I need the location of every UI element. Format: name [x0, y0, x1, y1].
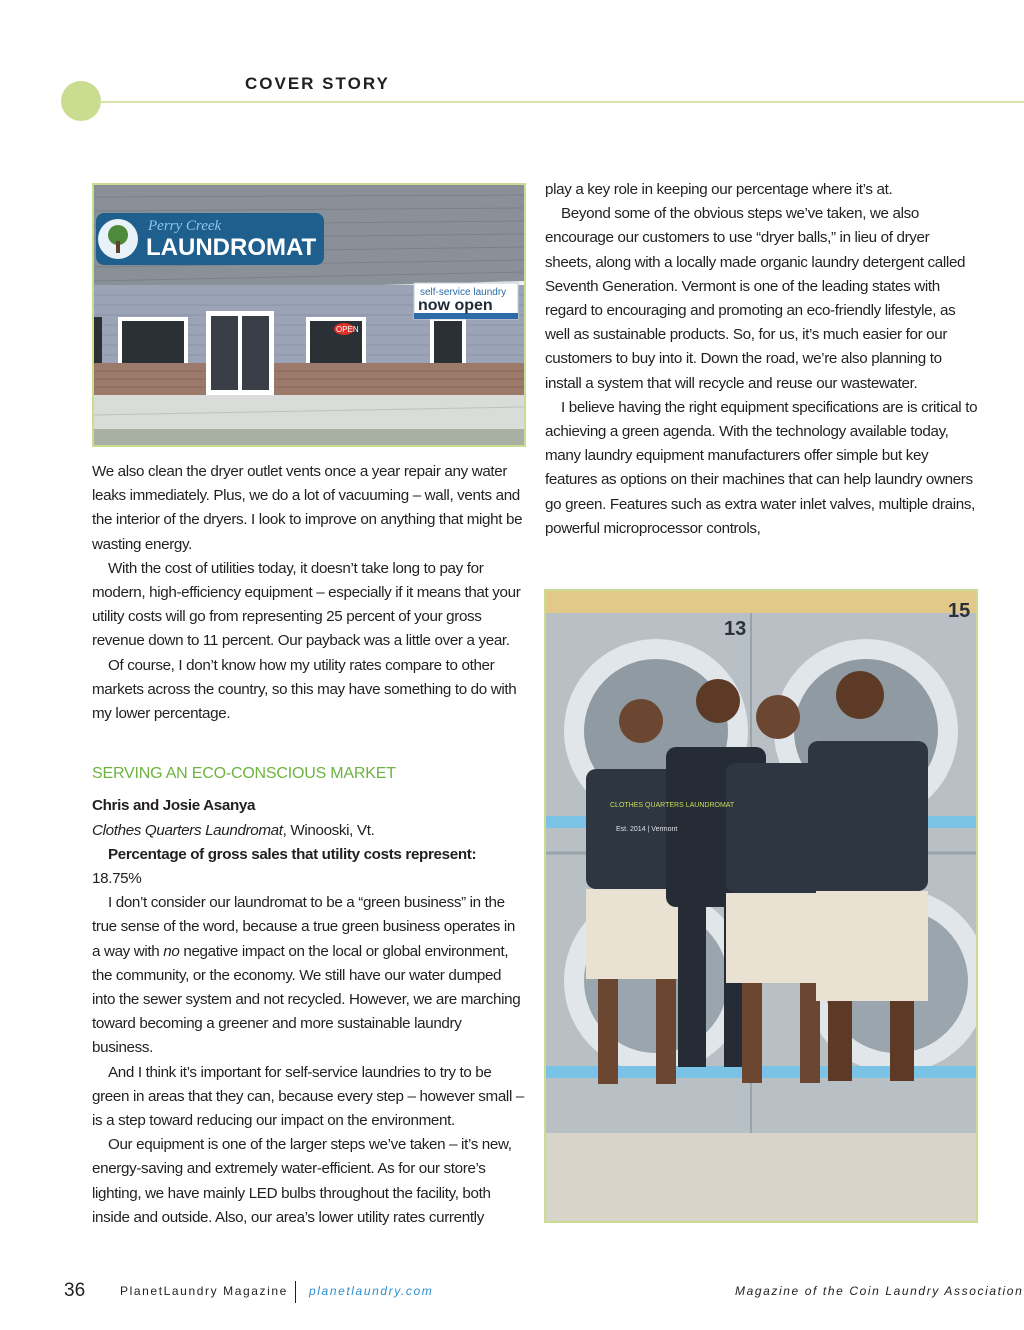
business-line: [92, 819, 526, 843]
paragraph: With the cost of utilities today, it doesn’t take long to pay for modern, high-efficiency equipment – especially if it means that your utility costs will go from representing 25 percent of your gross revenue down to 11 percent. Our payback was a little over a year.: [92, 559, 521, 650]
paragraph: We also clean the dryer outlet vents once a year repair any water leaks immediately. Plus, we do a lot of vacuuming – wall, vents and the interior of the dryers. I look to improve on anything that might be wasting energy.: [92, 463, 523, 553]
profile-names: Chris and Josie Asanya: [92, 797, 256, 815]
shirt-est-text: Est. 2014 | Vermont: [616, 826, 678, 833]
paragraph: I believe having the right equipment specifications are is critical to achieving a green agenda. With the technology available today, many laundry equipment manufacturers offer simple but key features as options on their machines that can help laundry owners go green. Features such as extra water inlet valves, multiple drains, powerful microprocessor controls,: [545, 398, 978, 537]
paragraph-text: I don’t consider our laundromat to be a “green business” in the true sense of the word, because a true green business operates in a way with: [92, 894, 516, 960]
footer-divider: [295, 1281, 296, 1303]
paragraph: play a key role in keeping our percentage where it’s at.: [545, 181, 893, 198]
right-column: [545, 178, 979, 541]
utility-percentage-line: [92, 843, 526, 891]
header-circle-ornament: [61, 81, 101, 121]
section-label: COVER STORY: [245, 74, 390, 93]
business-name: Clothes Quarters Laundromat: [92, 821, 283, 839]
page-number: 36: [64, 1280, 86, 1301]
paragraph: Beyond some of the obvious steps we’ve taken, we also encourage our customers to use “dryer balls,” in lieu of dryer sheets, along with a locally made organic laundry detergent called Seventh Generation. Vermont is one of the leading states with regard to encouraging and promoting an eco-friendly lifestyle, as well as sustainable products. So, for us, it’s much easier for our customers to buy into it. Down the road, we’re also planning to install a system that will recycle and reuse our wastewater.: [545, 205, 966, 392]
magazine-name: PlanetLaundry Magazine: [120, 1284, 288, 1298]
left-column: [92, 460, 526, 1230]
owners-family-photo: [544, 589, 978, 1223]
shirt-text: CLOTHES QUARTERS LAUNDROMAT: [610, 802, 735, 809]
machine-number-13: 13: [724, 618, 747, 640]
header-rule: [100, 101, 1024, 103]
logo-script-text: Perry Creek: [148, 218, 222, 234]
paragraph-emphasis: no: [163, 942, 180, 960]
utility-percentage-value: 18.75%: [92, 870, 142, 888]
business-location: , Winooski, Vt.: [282, 821, 375, 839]
paragraph: [92, 891, 526, 1060]
banner-small-text: self-service laundry: [420, 287, 507, 298]
open-sign-text: OPEN: [336, 325, 359, 334]
paragraph-text: negative impact on the local or global environment, the community, or the economy. We still have our water dumped into the sewer system and not recycled. However, we are marching toward becoming a greener and more sustainable laundry business.: [92, 942, 521, 1057]
association-tagline: Magazine of the Coin Laundry Association: [735, 1284, 1024, 1298]
paragraph: And I think it’s important for self-service laundries to try to be green in areas that they can, because every step – however small – is a step toward reducing our impact on the environment.: [92, 1063, 524, 1130]
laundromat-storefront-photo: [92, 183, 526, 447]
logo-word-text: LAUNDROMAT: [146, 234, 317, 261]
machine-number-15: 15: [948, 600, 971, 622]
paragraph: Our equipment is one of the larger steps we’ve taken – it’s new, energy-saving and extremely water-efficient. As for our store’s lighting, we have mainly LED bulbs throughout the facility, both inside and outside. Also, our area’s lower utility rates currently: [92, 1136, 512, 1226]
utility-percentage-label: Percentage of gross sales that utility costs represent:: [108, 845, 477, 863]
paragraph: Of course, I don’t know how my utility rates compare to other markets across the country, so this may have something to do with my lower percentage.: [92, 656, 517, 723]
banner-big-text: now open: [418, 297, 493, 314]
website-link[interactable]: planetlaundry.com: [309, 1284, 434, 1298]
subheading: SERVING AN ECO-CONSCIOUS MARKET: [92, 765, 396, 783]
